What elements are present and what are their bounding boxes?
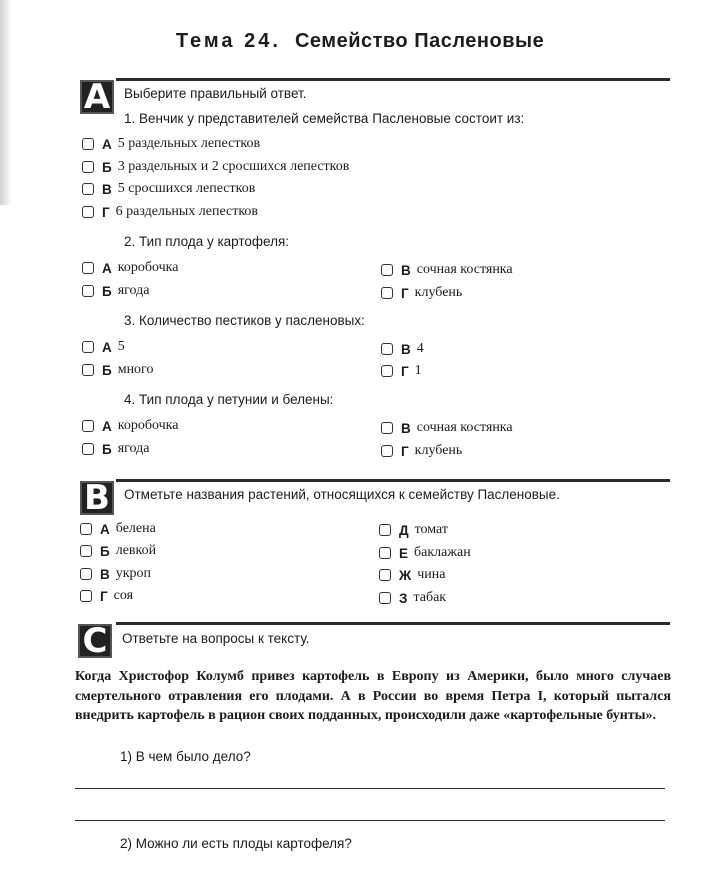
q1-option-b[interactable]: Б 3 раздельных и 2 сросшихся лепестков: [82, 159, 349, 175]
c-question-2: 2) Можно ли есть плоды картофеля?: [120, 836, 352, 851]
answer-line-1[interactable]: [75, 788, 665, 789]
checkbox[interactable]: [82, 364, 94, 376]
checkbox[interactable]: [80, 523, 92, 535]
section-c-badge: C: [78, 624, 112, 658]
q4-option-b[interactable]: Б ягода: [82, 441, 149, 457]
question-3-text: 3. Количество пестиков у пасленовых:: [124, 313, 365, 328]
q3-option-d[interactable]: Г 1: [381, 363, 422, 379]
checkbox[interactable]: [379, 547, 391, 559]
q3-option-a[interactable]: А 5: [82, 339, 125, 355]
q4-option-d[interactable]: Г клубень: [381, 443, 462, 459]
checkbox[interactable]: [82, 341, 94, 353]
q4-option-c[interactable]: В сочная костянка: [381, 420, 513, 436]
b-option-f[interactable]: Е баклажан: [379, 545, 471, 561]
b-option-h[interactable]: З табак: [379, 590, 446, 606]
checkbox[interactable]: [82, 285, 94, 297]
section-a-badge: A: [80, 80, 114, 114]
b-option-b[interactable]: Б левкой: [80, 543, 156, 559]
b-option-a[interactable]: А белена: [80, 521, 156, 537]
question-2-text: 2. Тип плода у картофеля:: [124, 234, 290, 249]
checkbox[interactable]: [379, 592, 391, 604]
section-a-instruction: Выберите правильный ответ.: [124, 86, 307, 101]
b-option-e[interactable]: Д томат: [379, 522, 448, 538]
section-c-rule: [116, 622, 670, 625]
section-c-instruction: Ответьте на вопросы к тексту.: [122, 631, 310, 646]
topic-name: Семейство Пасленовые: [294, 30, 545, 52]
checkbox[interactable]: [80, 590, 92, 602]
checkbox[interactable]: [82, 183, 94, 195]
q2-option-d[interactable]: Г клубень: [381, 285, 462, 301]
q2-option-c[interactable]: В сочная костянка: [381, 262, 513, 278]
q3-option-c[interactable]: В 4: [381, 341, 424, 357]
c-question-1: 1) В чем было дело?: [120, 749, 251, 764]
checkbox[interactable]: [80, 568, 92, 580]
checkbox[interactable]: [381, 365, 393, 377]
section-b-instruction: Отметьте названия растений, относящихся к семейству Пасленовые.: [124, 487, 560, 502]
section-b-badge: B: [80, 481, 114, 515]
section-a-rule: [116, 78, 670, 81]
q1-option-c[interactable]: В 5 сросшихся лепестков: [82, 181, 255, 197]
q1-option-a[interactable]: А 5 раздельных лепестков: [82, 136, 260, 152]
checkbox[interactable]: [82, 161, 94, 173]
q2-option-a[interactable]: А коробочка: [82, 260, 178, 276]
q2-option-b[interactable]: Б ягода: [82, 283, 149, 299]
checkbox[interactable]: [381, 422, 393, 434]
answer-line-2[interactable]: [75, 820, 665, 821]
section-b-rule: [116, 479, 670, 482]
checkbox[interactable]: [379, 524, 391, 536]
q3-option-b[interactable]: Б много: [82, 362, 153, 378]
topic-number: Тема 24.: [175, 30, 281, 52]
checkbox[interactable]: [82, 206, 94, 218]
b-option-c[interactable]: В укроп: [80, 566, 151, 582]
checkbox[interactable]: [82, 262, 94, 274]
checkbox[interactable]: [381, 287, 393, 299]
checkbox[interactable]: [381, 445, 393, 457]
checkbox[interactable]: [82, 420, 94, 432]
question-1-text: 1. Венчик у представителей семейства Пасленовые состоит из:: [124, 111, 525, 126]
checkbox[interactable]: [82, 443, 94, 455]
b-option-d[interactable]: Г соя: [80, 588, 133, 604]
checkbox[interactable]: [381, 343, 393, 355]
q4-option-a[interactable]: А коробочка: [82, 418, 178, 434]
q1-option-d[interactable]: Г 6 раздельных лепестков: [82, 204, 258, 220]
question-4-text: 4. Тип плода у петунии и белены:: [124, 392, 334, 407]
checkbox[interactable]: [379, 569, 391, 581]
b-option-g[interactable]: Ж чина: [379, 567, 445, 583]
checkbox[interactable]: [80, 545, 92, 557]
checkbox[interactable]: [381, 264, 393, 276]
page-title: [0, 30, 720, 53]
reading-passage: Когда Христофор Колумб привез картофель в Европу из Америки, было много случаев смертельного отравления его плодами. А в России во время Петра I, который пытался внедрить картофель в рацион своих подданных, происходили даже «картофельные бунты».: [75, 669, 671, 723]
checkbox[interactable]: [82, 138, 94, 150]
